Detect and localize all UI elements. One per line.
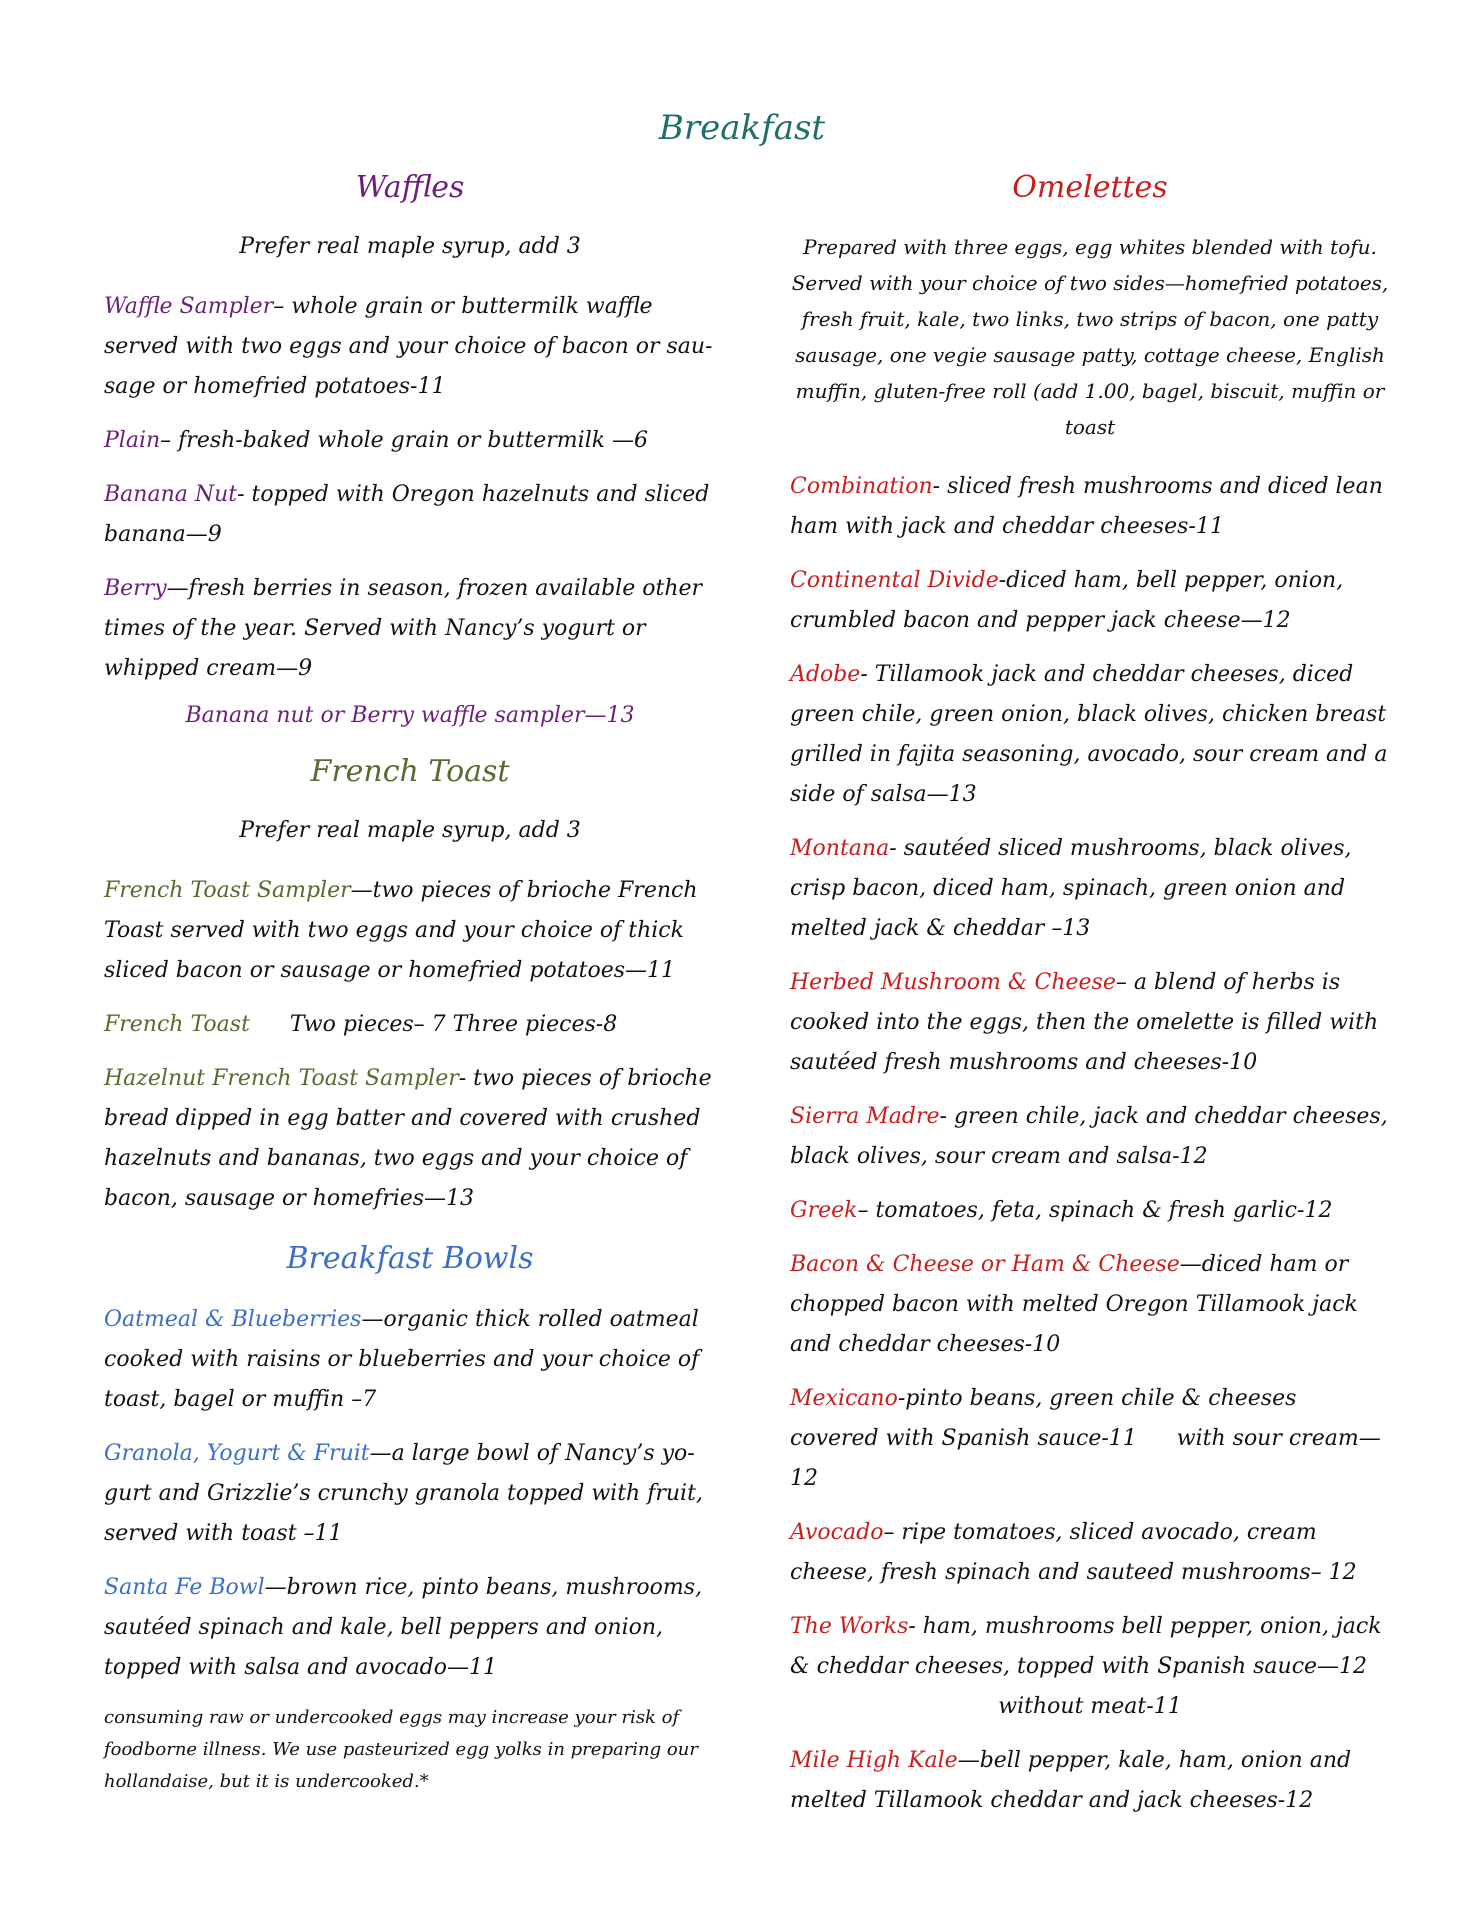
item-name: Mile High Kale (790, 1748, 958, 1773)
waffle-sampler-note: Banana nut or Berry waffle sampler—13 (185, 703, 635, 728)
menu-item (790, 1097, 1390, 1177)
item-desc: —diced ham or chopped bacon with melted Oregon Tillamook jack and cheddar cheeses-10 (790, 1252, 1358, 1357)
item-name: Plain (104, 428, 161, 453)
menu-item (790, 1513, 1390, 1593)
menu-item (790, 1741, 1390, 1821)
item-name: Berry (104, 576, 167, 601)
item-name: Avocado (790, 1520, 884, 1545)
item-name: Sierra Madre (790, 1104, 940, 1129)
item-desc: —a large bowl of Nancy’s yo-gurt and Grizzlie’s crunchy granola topped with fruit, served with toast –11 (104, 1441, 703, 1546)
item-desc: —bell pepper, kale, ham, onion and melted Tillamook cheddar and jack cheeses-12 (790, 1748, 1352, 1813)
menu-item (104, 475, 716, 555)
item-name: Banana Nut (104, 482, 238, 507)
menu-item (104, 871, 716, 991)
menu-item (790, 1191, 1390, 1231)
item-desc: —fresh berries in season, frozen available other times of the year. Served with Nancy’s yogurt or whipped cream—9 (104, 576, 703, 681)
waffles-title: Waffles (355, 170, 465, 205)
item-desc: Two pieces– 7 Three pieces-8 (289, 1012, 618, 1037)
menu-item (790, 655, 1390, 815)
item-name: The Works (790, 1614, 909, 1639)
item-desc: – ripe tomatoes, sliced avocado, cream cheese, fresh spinach and sauteed mushrooms– 12 (790, 1520, 1357, 1585)
item-name: Oatmeal & Blueberries (104, 1307, 362, 1332)
menu-item (104, 1005, 716, 1045)
item-name: Greek (790, 1198, 858, 1223)
item-name: Waffle Sampler (104, 294, 274, 319)
item-name: Bacon & Cheese or Ham & Cheese (790, 1252, 1180, 1277)
item-desc: - ham, mushrooms bell pepper, onion, jack & cheddar cheeses, topped with Spanish sauce—12 (790, 1614, 1382, 1679)
item-name: Continental Divide (790, 568, 999, 593)
item-desc: - Tillamook jack and cheddar cheeses, diced green chile, green onion, black olives, chicken breast grilled in fajita seasoning, avocado, sour cream and a side of salsa—13 (790, 662, 1388, 807)
menu-item (104, 421, 716, 461)
menu-item (790, 829, 1390, 949)
item-name: Hazelnut French Toast Sampler (104, 1066, 459, 1091)
page-title: Breakfast (658, 108, 826, 148)
item-extra: with sour cream—12 (790, 1426, 1381, 1491)
waffles-note: Prefer real maple syrup, add 3 (239, 234, 581, 259)
raw-egg-disclaimer: consuming raw or undercooked eggs may increase your risk of foodborne illness. We use pasteurized egg yolks in preparing our hollandaise, but it is undercooked.* (104, 1707, 698, 1792)
item-desc: - topped with Oregon hazelnuts and sliced banana—9 (104, 482, 710, 547)
menu-item (790, 1379, 1390, 1499)
item-desc: —two pieces of brioche French Toast served with two eggs and your choice of thick sliced bacon or sausage or homefried potatoes—11 (104, 878, 698, 983)
item-extra: without meat-11 (998, 1694, 1182, 1719)
left-column (104, 170, 716, 1798)
item-name: Montana (790, 836, 890, 861)
item-desc: - sliced fresh mushrooms and diced lean ham with jack and cheddar cheeses-11 (790, 474, 1383, 539)
item-desc: —brown rice, pinto beans, mushrooms, sautéed spinach and kale, bell peppers and onion, topped with salsa and avocado—11 (104, 1575, 703, 1680)
item-name: French Toast Sampler (104, 878, 351, 903)
right-column (790, 170, 1390, 1835)
item-desc: - sautéed sliced mushrooms, black olives, crisp bacon, diced ham, spinach, green onion and melted jack & cheddar –13 (790, 836, 1352, 941)
menu-item (104, 569, 716, 689)
menu-item (790, 467, 1390, 547)
item-desc: - two pieces of brioche bread dipped in egg batter and covered with crushed hazelnuts and bananas, two eggs and your choice of bacon, sausage or homefries—13 (104, 1066, 712, 1211)
item-desc: -diced ham, bell pepper, onion, crumbled bacon and pepper jack cheese—12 (790, 568, 1344, 633)
item-desc: – a blend of herbs is cooked into the eggs, then the omelette is filled with sautéed fresh mushrooms and cheeses-10 (790, 970, 1379, 1075)
item-name: Santa Fe Bowl (104, 1575, 265, 1600)
menu-item (104, 1059, 716, 1219)
item-desc: – tomatoes, feta, spinach & fresh garlic-12 (857, 1198, 1333, 1223)
menu-item (790, 561, 1390, 641)
menu-item (790, 1607, 1390, 1727)
item-name: Herbed Mushroom & Cheese (790, 970, 1116, 995)
menu-item (790, 1245, 1390, 1365)
item-desc: - green chile, jack and cheddar cheeses, black olives, sour cream and salsa-12 (790, 1104, 1388, 1169)
menu-item (104, 1300, 716, 1420)
item-name: Granola, Yogurt & Fruit (104, 1441, 370, 1466)
item-name: French Toast (104, 1012, 250, 1037)
menu-item (790, 963, 1390, 1083)
item-name: Mexicano (790, 1386, 898, 1411)
french-toast-title: French Toast (310, 754, 510, 789)
menu-item (104, 287, 716, 407)
item-name: Adobe (790, 662, 861, 687)
item-name: Combination (790, 474, 933, 499)
omelettes-note: Prepared with three eggs, egg whites blended with tofu. Served with your choice of two sides—homefried potatoes, fresh fruit, kale, two links, two strips of bacon, one patty sausage, one vegie sausage patty, cottage cheese, English muffin, gluten-free roll (add 1.00, bagel, biscuit, muffin or toast (791, 235, 1389, 439)
bowls-title: Breakfast Bowls (286, 1241, 534, 1276)
item-desc: -pinto beans, green chile & cheeses covered with Spanish sauce-11 (790, 1386, 1297, 1451)
item-desc: —organic thick rolled oatmeal cooked with raisins or blueberries and your choice of toast, bagel or muffin –7 (104, 1307, 700, 1412)
menu-item (104, 1434, 716, 1554)
french-toast-note: Prefer real maple syrup, add 3 (239, 818, 581, 843)
omelettes-title: Omelettes (1012, 170, 1168, 205)
menu-item (104, 1568, 716, 1688)
item-desc: – whole grain or buttermilk waffle served with two eggs and your choice of bacon or sau-sage or homefried potatoes-11 (104, 294, 713, 399)
item-desc: – fresh-baked whole grain or buttermilk —6 (160, 428, 649, 453)
